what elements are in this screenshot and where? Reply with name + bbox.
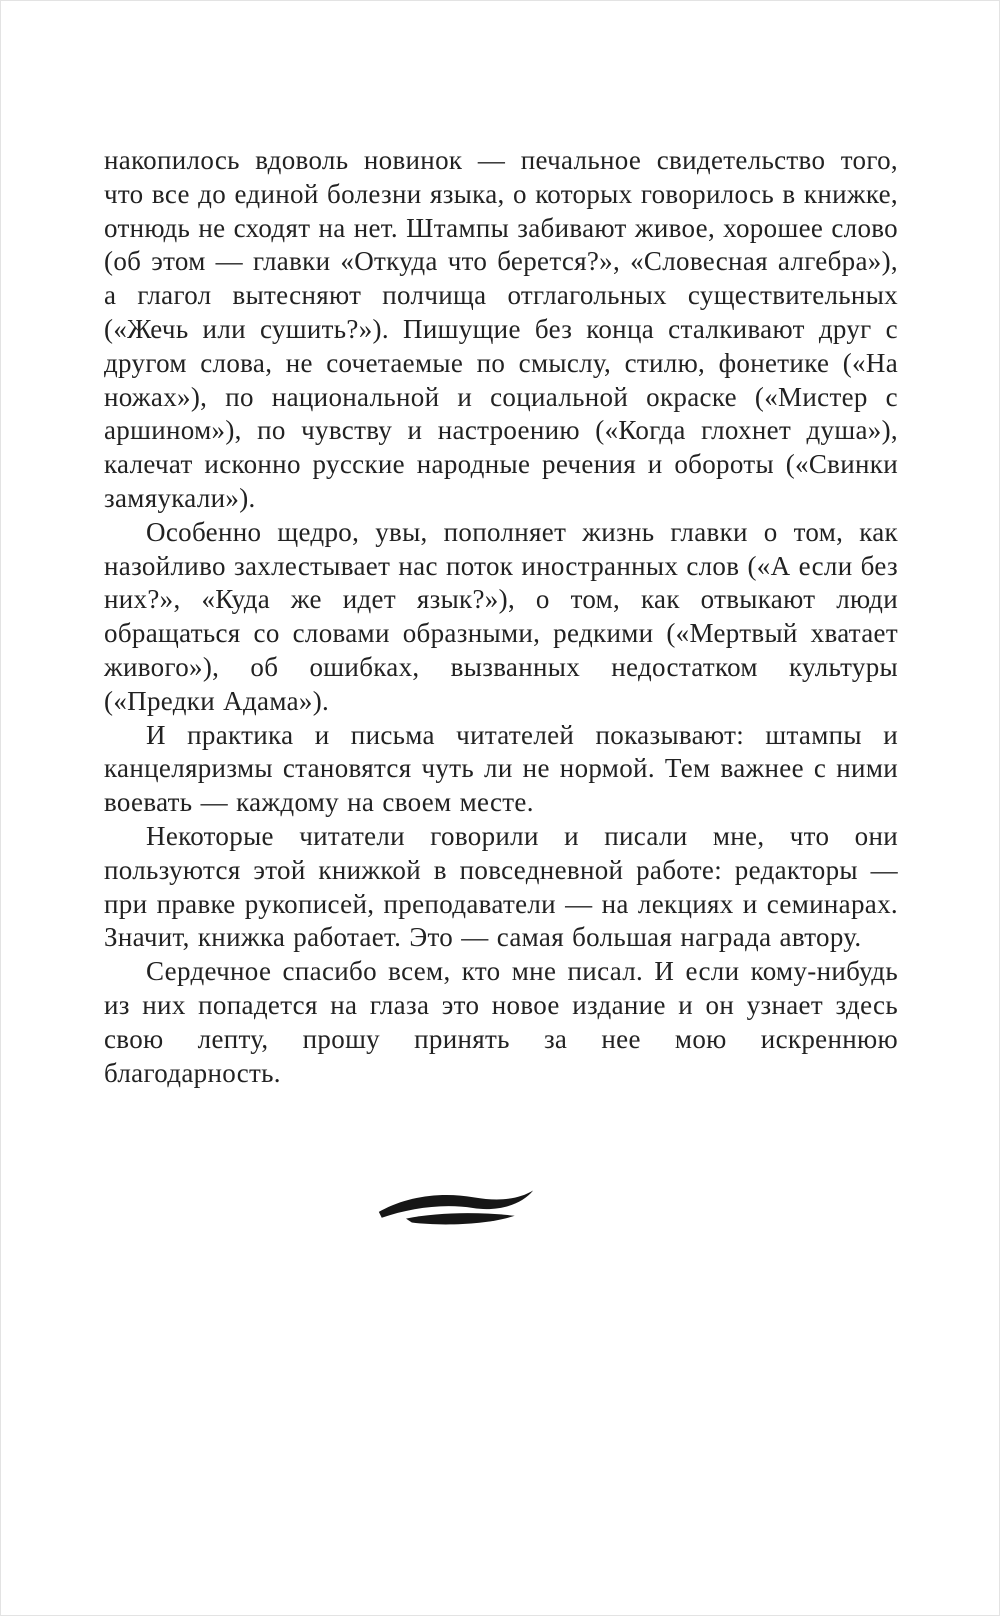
page-text: [104, 144, 898, 1090]
paragraph: И практика и письма читателей показывают: штампы и канцеляризмы становятся чуть ли не нормой. Тем важнее с ними воевать — каждому на своем месте.: [104, 719, 898, 818]
paragraph: Сердечное спасибо всем, кто мне писал. И если кому-нибудь из них попадется на глаза это новое издание и он узнает здесь свою лепту, прошу принять за нее мою искреннюю благодарность.: [104, 956, 898, 1088]
paragraph: Некоторые читатели говорили и писали мне, что они пользуются этой книжкой в повседневной работе: редакторы — при правке рукописей, преподаватели — на лекциях и семинарах. Значит, книжка работает. Это — самая большая награда автору.: [104, 820, 898, 953]
flourish-ornament-icon: [373, 1184, 538, 1232]
paragraph: накопилось вдоволь новинок — печальное свидетельство того, что все до единой болезни языка, о которых говорилось в книжке, отнюдь не сходят на нет. Штампы забивают живое, хорошее слово (об этом — главки «Откуда что берется?», «Словесная алгебра»), а глагол вытесняют полчища отглагольных существительных («Жечь или сушить?»). Пишущие без конца сталкивают друг с другом слова, не сочетаемые по смыслу, стилю, фонетике («На ножах»), по национальной и социальной окраске («Мистер с аршином»), по чувству и настроению («Когда глохнет душа»), калечат исконно русские народные речения и обороты («Свинки замяукали»).: [104, 145, 898, 513]
paragraph: Особенно щедро, увы, пополняет жизнь главки о том, как назойливо захлестывает нас поток иностранных слов («А если без них?», «Куда же идет язык?»), о том, как отвыкают люди обращаться со словами образными, редкими («Мертвый хватает живого»), об ошибках, вызванных недостатком культуры («Предки Адама»).: [104, 516, 898, 716]
